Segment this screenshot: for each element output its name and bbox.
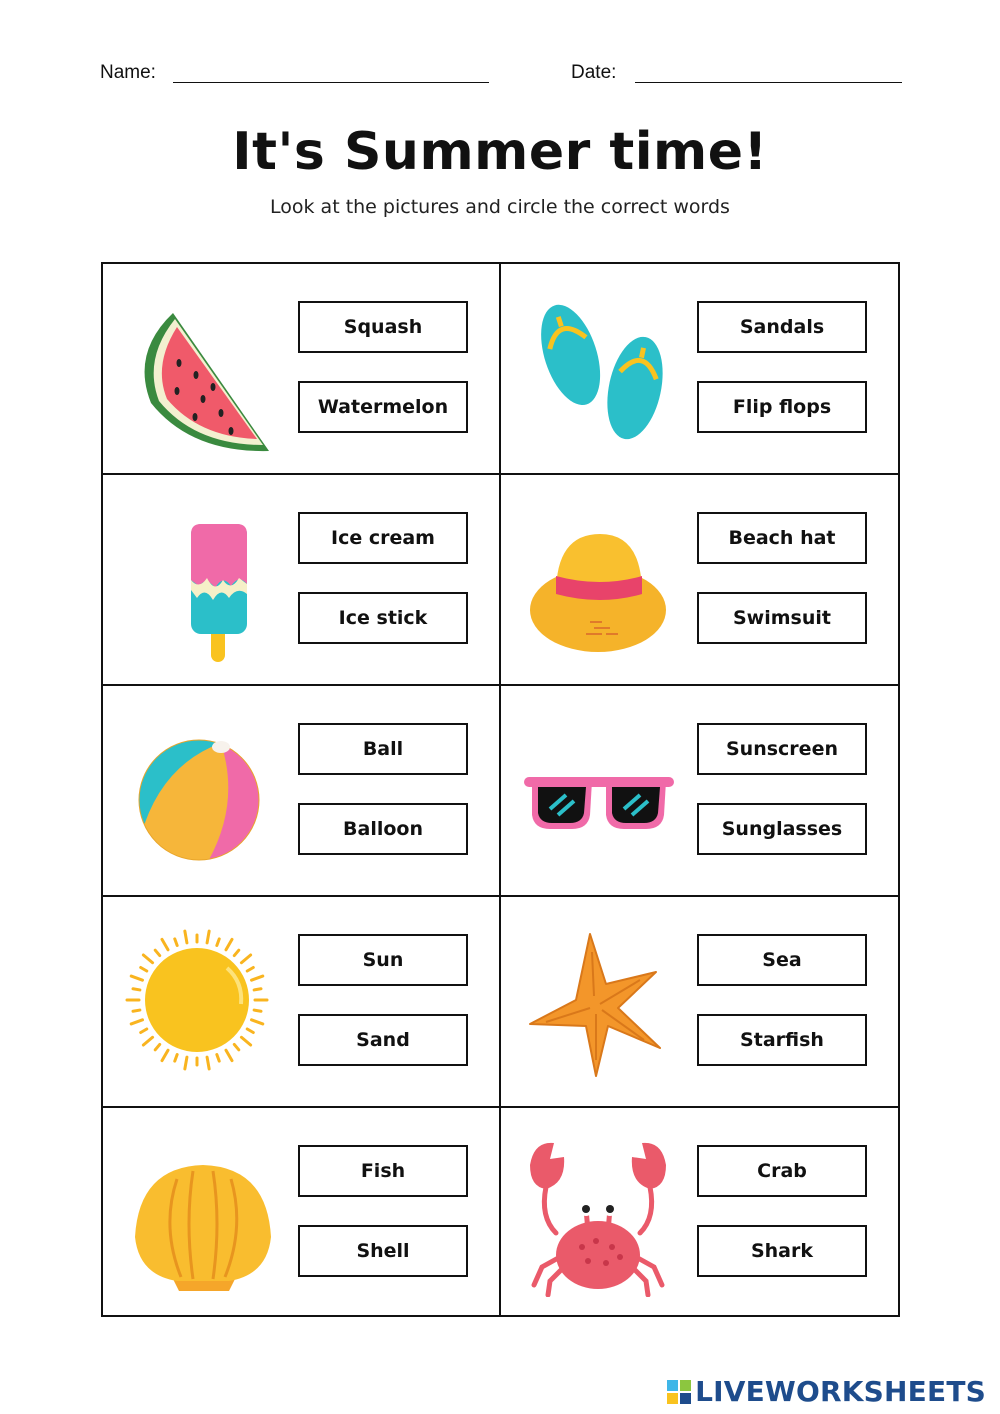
option-shell[interactable]: Shell: [298, 1225, 468, 1277]
name-field[interactable]: [173, 82, 489, 83]
item-cell-sunglasses: [500, 685, 899, 896]
liveworksheets-logo-icon: [667, 1380, 691, 1404]
option-fish[interactable]: Fish: [298, 1145, 468, 1197]
crab-icon: [520, 1127, 680, 1297]
option-ball[interactable]: Ball: [298, 723, 468, 775]
option-flip-flops[interactable]: Flip flops: [697, 381, 867, 433]
brand-footer[interactable]: [667, 1375, 986, 1408]
beach-hat-icon: [520, 494, 680, 664]
brand-name: LIVEWORKSHEETS: [695, 1375, 986, 1408]
watermelon-icon: [121, 283, 281, 453]
instructions: Look at the pictures and circle the correct words: [270, 196, 730, 218]
item-cell-watermelon: [101, 263, 500, 474]
option-squash[interactable]: Squash: [298, 301, 468, 353]
option-sandals[interactable]: Sandals: [697, 301, 867, 353]
option-sea[interactable]: Sea: [697, 934, 867, 986]
option-shark[interactable]: Shark: [697, 1225, 867, 1277]
option-sunglasses[interactable]: Sunglasses: [697, 803, 867, 855]
item-cell-beach-hat: [500, 474, 899, 685]
item-cell-ice-stick: [101, 474, 500, 685]
sunglasses-icon: [520, 705, 680, 875]
option-sand[interactable]: Sand: [298, 1014, 468, 1066]
shell-icon: [121, 1127, 281, 1297]
ice-stick-icon: [121, 494, 281, 664]
student-info-header: [0, 58, 1000, 88]
item-cell-crab: [500, 1107, 899, 1318]
flip-flops-icon: [520, 283, 680, 453]
option-ice-cream[interactable]: Ice cream: [298, 512, 468, 564]
item-cell-starfish: [500, 896, 899, 1107]
sun-icon: [121, 916, 281, 1086]
option-starfish[interactable]: Starfish: [697, 1014, 867, 1066]
option-watermelon[interactable]: Watermelon: [298, 381, 468, 433]
item-cell-flip-flops: [500, 263, 899, 474]
item-cell-beach-ball: [101, 685, 500, 896]
name-label: Name:: [100, 62, 156, 83]
option-ice-stick[interactable]: Ice stick: [298, 592, 468, 644]
date-label: Date:: [571, 62, 617, 83]
option-balloon[interactable]: Balloon: [298, 803, 468, 855]
option-crab[interactable]: Crab: [697, 1145, 867, 1197]
option-beach-hat[interactable]: Beach hat: [697, 512, 867, 564]
starfish-icon: [520, 916, 680, 1086]
option-swimsuit[interactable]: Swimsuit: [697, 592, 867, 644]
beach-ball-icon: [121, 705, 281, 875]
option-sunscreen[interactable]: Sunscreen: [697, 723, 867, 775]
page-title: It's Summer time!: [232, 122, 768, 182]
date-field[interactable]: [635, 82, 902, 83]
item-cell-sun: [101, 896, 500, 1107]
item-cell-shell: [101, 1107, 500, 1318]
option-sun[interactable]: Sun: [298, 934, 468, 986]
